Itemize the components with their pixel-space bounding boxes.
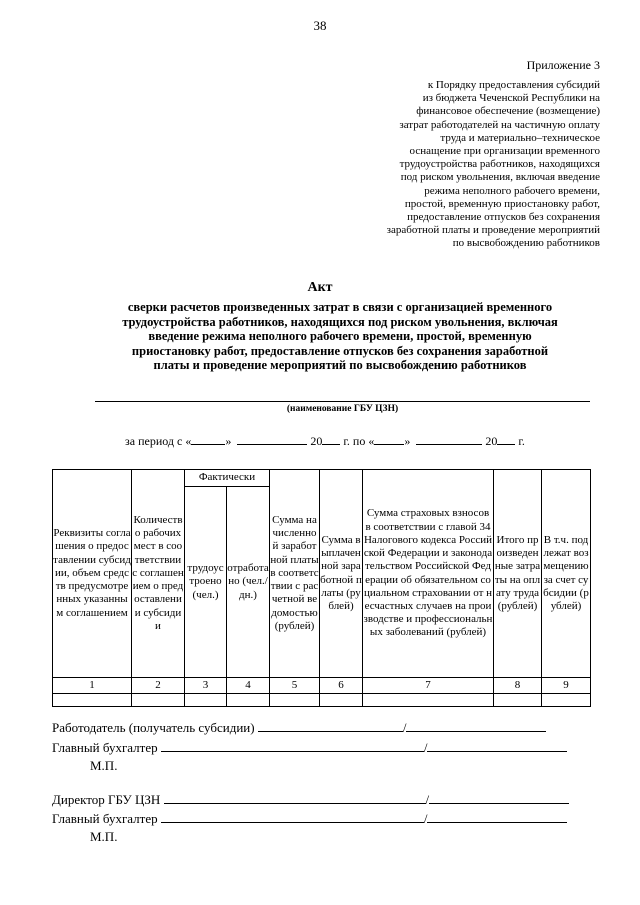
appendix-line: предоставление отпусков без сохранения [407,211,600,224]
table-cell[interactable] [132,694,185,707]
period-mid: г. по « [343,434,375,448]
period-year-from-blank[interactable] [322,433,340,445]
header-reimbursable: В т.ч. подлежат возмещению за счет субсидии (рублей) [542,470,591,678]
appendix-line: заработной платы и проведение мероприятий [386,224,600,237]
page-number: 38 [313,18,327,33]
table-cell[interactable] [53,694,132,707]
period-year-to-prefix: 20 [485,434,498,448]
director-label: Директор ГБУ ЦЗН [52,792,161,807]
period-month-from-blank[interactable] [237,433,307,445]
reconciliation-table [52,469,591,707]
header-insurance-contributions: Сумма страховых взносов в соответствии с главой 34 Налогового кодекса Российской Федерации и законодательством Российской Федерации об обязательном социальном страховании от несчастных случаев на производстве и профессиональных заболеваний (рублей) [363,470,494,678]
period-day-to-blank[interactable] [374,433,404,445]
act-subtitle-line: приостановку работ, предоставление отпусков без сохранения заработной [131,343,549,358]
appendix-line: затрат работодателей на частичную оплату [399,118,600,131]
act-subtitle-line: платы и проведение мероприятий по высвобождению работников [153,358,527,373]
table-column-numbers-row [53,678,591,694]
act-subtitle-line: введение режима неполного рабочего времени, простой, временную [148,329,532,344]
chief-accountant-1-name-blank[interactable] [427,739,567,752]
column-number: 5 [270,678,320,694]
employer-name-blank[interactable] [406,719,546,732]
slash: / [425,792,430,807]
appendix-line: трудоустройства работников, находящихся [399,158,600,171]
period-quote-close: » [404,434,411,448]
slash: / [402,720,407,735]
column-number: 1 [53,678,132,694]
act-subtitle-line: трудоустройства работников, находящихся под риском увольнения, включая [122,314,558,329]
act-subtitle [90,300,590,373]
table-row [53,694,591,707]
header-worked: отработано (чел./дн.) [227,487,270,678]
table-cell[interactable] [494,694,542,707]
header-agreement-details: Реквизиты соглашения о предоставлении субсидии, объем средств предусмотренных указанным соглашением [53,470,132,678]
director-name-blank[interactable] [429,791,569,804]
appendix-line: по высвобождению работников [452,237,600,250]
employer-signature-blank[interactable] [258,719,403,732]
employer-signature-line [52,719,546,736]
header-employed: трудоустроено (чел.) [185,487,227,678]
column-number: 3 [185,678,227,694]
period-quote-close: » [225,434,232,448]
appendix-line: простой, временную приостановку работ, [404,197,600,210]
header-paid-salary: Сумма выплаченной заработной платы (рублей) [320,470,363,678]
period-month-to-blank[interactable] [416,433,482,445]
director-signature-blank[interactable] [164,791,426,804]
director-signature-line [52,791,569,808]
appendix-line: из бюджета Чеченской Республики на [422,92,600,105]
column-number: 9 [542,678,591,694]
appendix-line: под риском увольнения, включая введение [400,171,600,184]
table-cell[interactable] [363,694,494,707]
appendix-line: финансовое обеспечение (возмещение) [416,105,600,118]
column-number: 2 [132,678,185,694]
act-subtitle-line: сверки расчетов произведенных затрат в связи с организацией временного [127,300,553,314]
header-accrued-salary: Сумма начисленной заработной платы в соответствии с расчетной ведомостью (рублей) [270,470,320,678]
act-title: Акт [307,280,333,295]
chief-accountant-1-line [52,739,567,756]
chief-accountant-2-name-blank[interactable] [427,810,567,823]
appendix-reference [330,79,600,251]
slash: / [423,740,428,755]
appendix-line: режима неполного рабочего времени, [424,184,600,197]
stamp-2: М.П. [90,829,118,844]
slash: / [423,811,428,826]
table-cell[interactable] [320,694,363,707]
period-line [125,433,525,449]
table-cell[interactable] [270,694,320,707]
header-job-count: Количество рабочих мест в соответствии с соглашением о предоставлении субсидии [132,470,185,678]
column-number: 4 [227,678,270,694]
stamp-1: М.П. [90,758,118,773]
period-prefix: за период с « [125,434,192,448]
appendix-line: к Порядку предоставления субсидий [427,79,600,91]
organization-name-caption: (наименование ГБУ ЦЗН) [286,404,399,414]
appendix-title: Приложение 3 [526,58,600,72]
chief-accountant-2-signature-blank[interactable] [161,810,424,823]
column-number: 7 [363,678,494,694]
table-cell[interactable] [542,694,591,707]
period-suffix: г. [518,434,525,448]
header-actual-group: Фактически [185,470,270,487]
employer-label: Работодатель (получатель субсидии) [52,720,255,735]
appendix-line: труда и материально–техническое [440,131,600,144]
chief-accountant-1-signature-blank[interactable] [161,739,424,752]
chief-accountant-2-line [52,810,567,827]
chief-accountant-1-label: Главный бухгалтер [52,740,158,755]
column-number: 6 [320,678,363,694]
header-total-costs: Итого произведенные затраты на оплату труда (рублей) [494,470,542,678]
table-header-row [53,470,591,487]
table-cell[interactable] [185,694,227,707]
table-cell[interactable] [227,694,270,707]
period-day-from-blank[interactable] [191,433,225,445]
column-number: 8 [494,678,542,694]
period-year-from-prefix: 20 [310,434,323,448]
organization-name-line[interactable] [95,401,590,402]
appendix-line: оснащение при организации временного [409,145,600,158]
chief-accountant-2-label: Главный бухгалтер [52,811,158,826]
period-year-to-blank[interactable] [497,433,515,445]
